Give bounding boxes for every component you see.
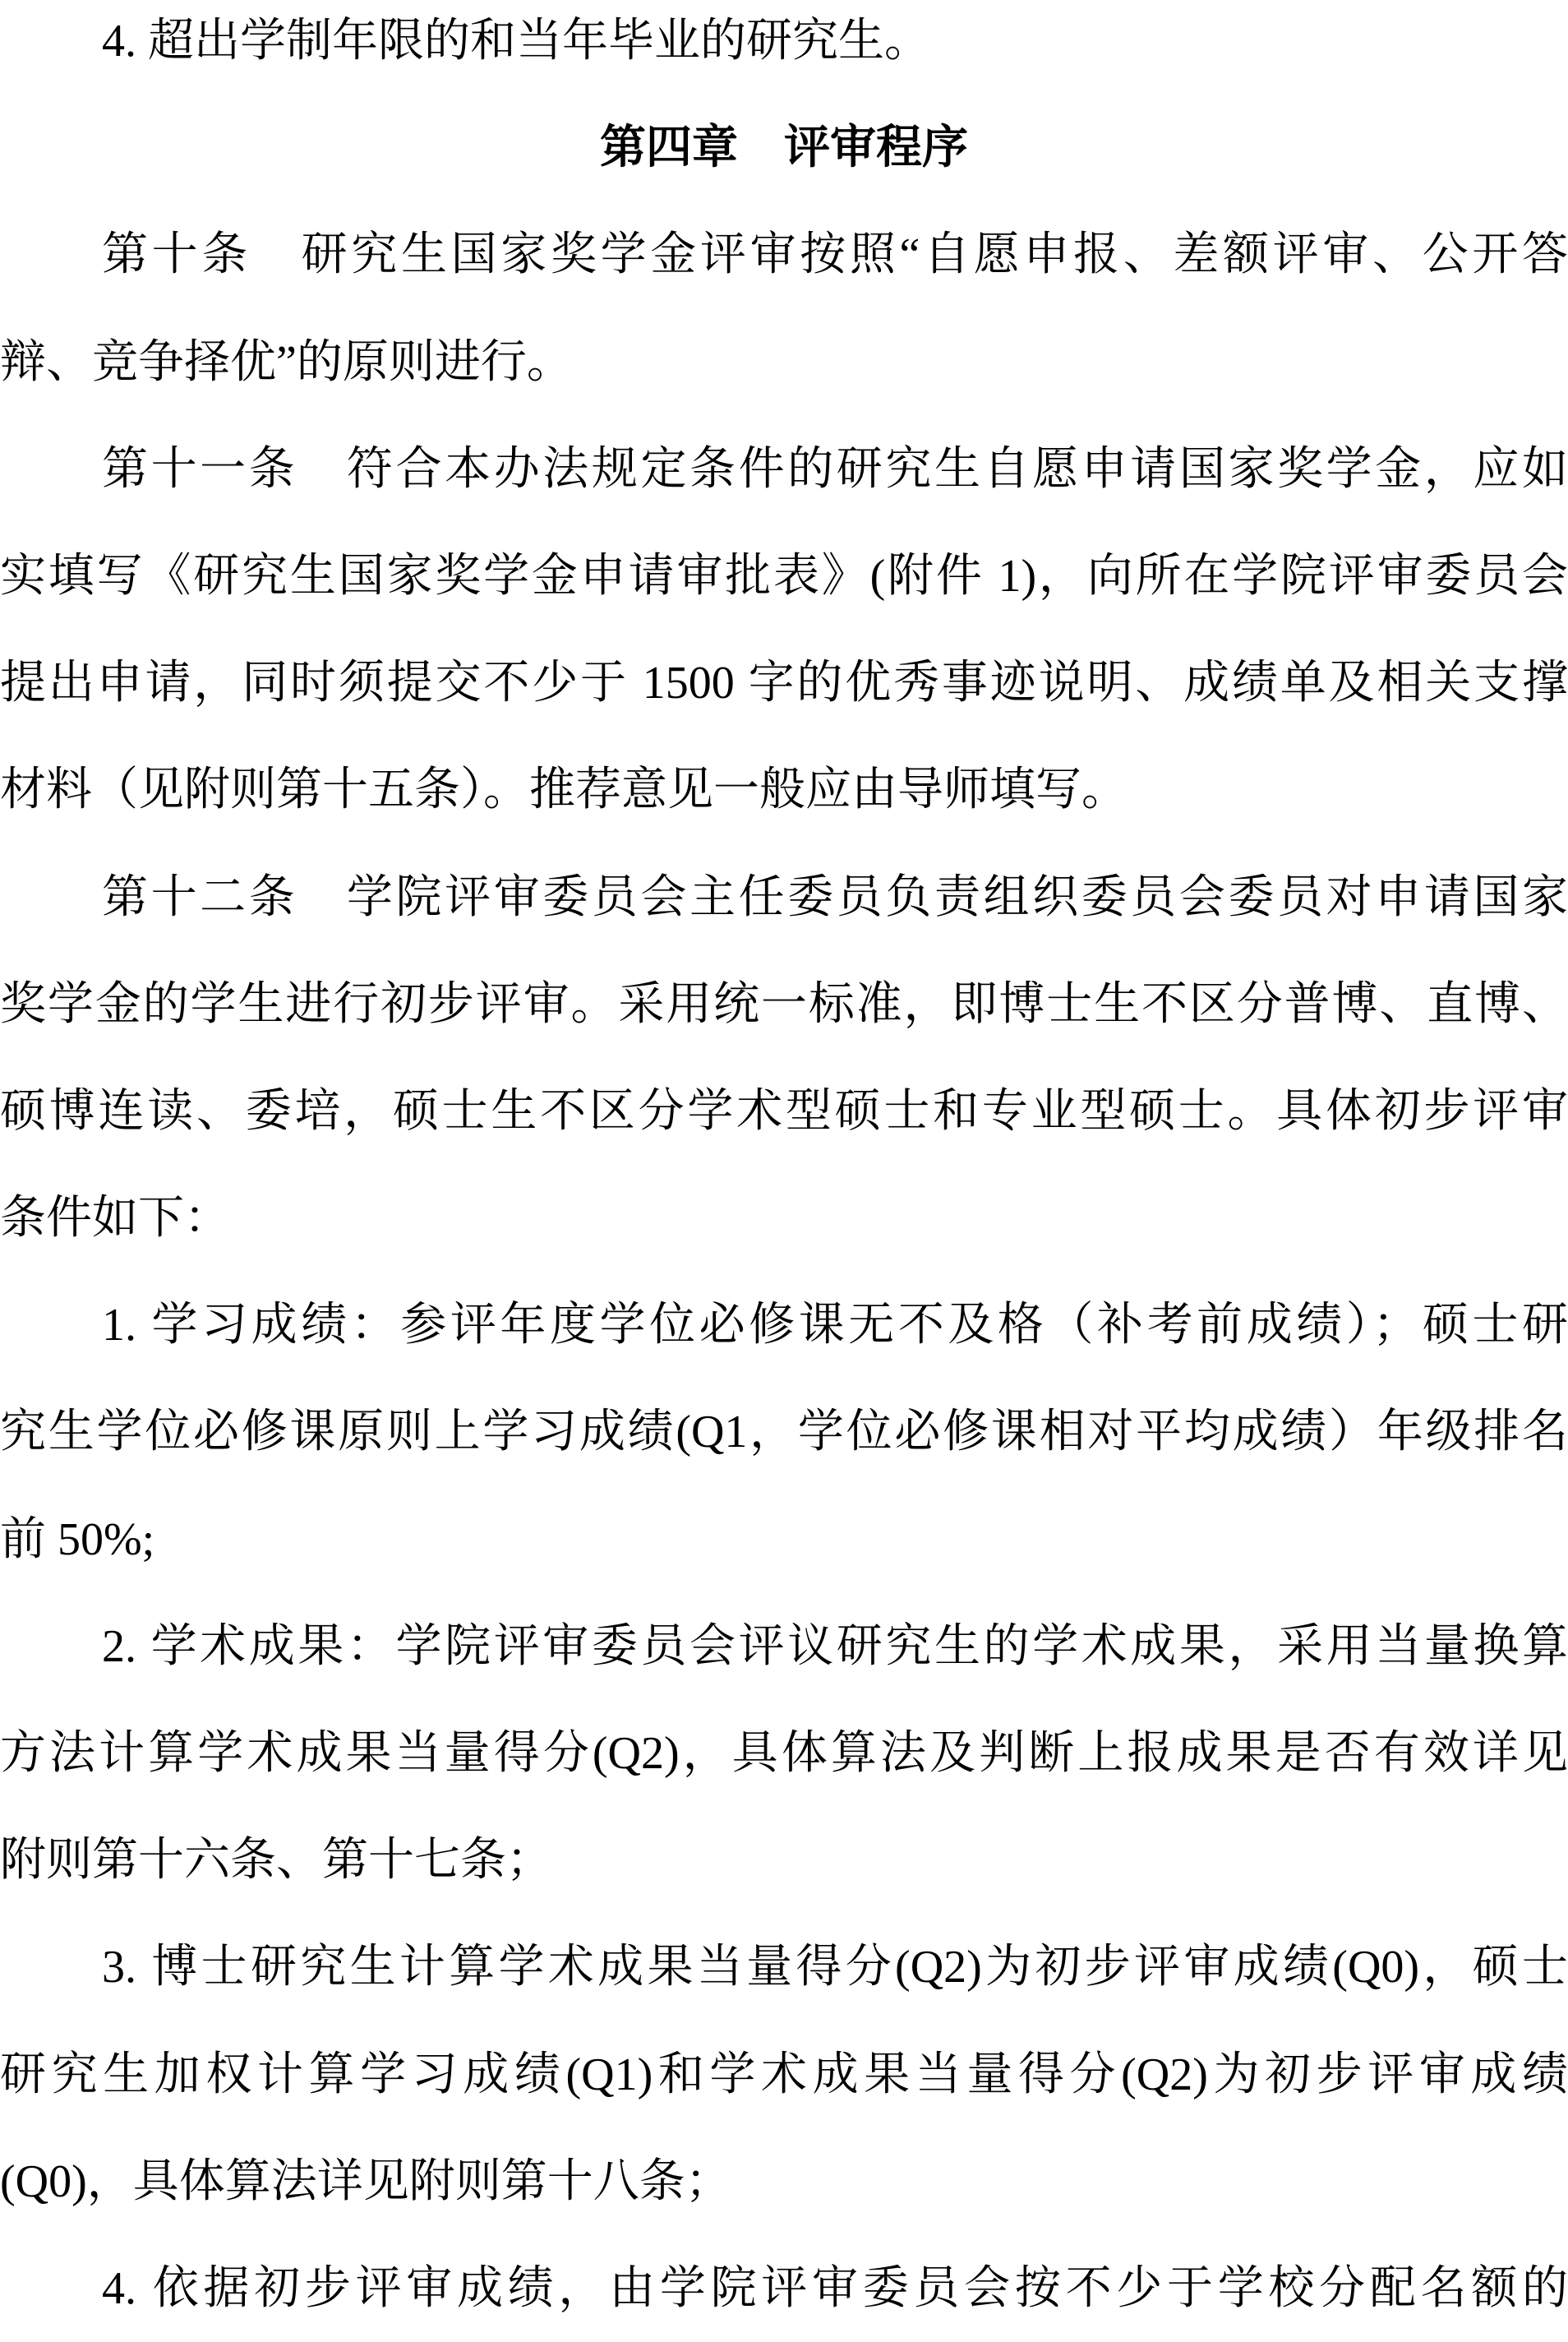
doc-line: 提出申请，同时须提交不少于 1500 字的优秀事迹说明、成绩单及相关支撑 (0, 658, 1568, 709)
doc-line: 实填写《研究生国家奖学金申请审批表》(附件 1)，向所在学院评审委员会 (0, 550, 1568, 602)
doc-line: 第十二条 学院评审委员会主任委员负责组织委员会委员对申请国家 (102, 871, 1568, 923)
doc-line: 方法计算学术成果当量得分(Q2)，具体算法及判断上报成果是否有效详见 (0, 1728, 1568, 1779)
doc-line: (Q0)，具体算法详见附则第十八条； (0, 2155, 731, 2207)
doc-line: 4. 依据初步评审成绩，由学院评审委员会按不少于学校分配名额的 (102, 2262, 1568, 2314)
doc-line: 3. 博士研究生计算学术成果当量得分(Q2)为初步评审成绩(Q0)，硕士 (102, 1942, 1568, 1993)
doc-line: 奖学金的学生进行初步评审。采用统一标准，即博士生不区分普博、直博、 (0, 978, 1568, 1030)
doc-line: 第十条 研究生国家奖学金评审按照“自愿申报、差额评审、公开答 (102, 229, 1568, 281)
doc-line: 材料（见附则第十五条）。推荐意见一般应由导师填写。 (0, 764, 1128, 816)
doc-line: 辩、竞争择优”的原则进行。 (0, 336, 573, 388)
doc-line: 究生学位必修课原则上学习成绩(Q1，学位必修课相对平均成绩）年级排名 (0, 1407, 1568, 1458)
doc-line: 第十一条 符合本办法规定条件的研究生自愿申请国家奖学金，应如 (102, 443, 1568, 495)
doc-line: 4. 超出学制年限的和当年毕业的研究生。 (102, 16, 930, 67)
doc-line: 附则第十六条、第十七条； (0, 1835, 552, 1887)
doc-line: 条件如下： (0, 1193, 230, 1245)
doc-line: 硕博连读、委培，硕士生不区分学术型硕士和专业型硕士。具体初步评审 (0, 1085, 1568, 1137)
chapter-heading: 第四章 评审程序 (600, 122, 968, 174)
doc-line: 研究生加权计算学习成绩(Q1)和学术成果当量得分(Q2)为初步评审成绩 (0, 2049, 1568, 2100)
doc-line: 1. 学习成绩：参评年度学位必修课无不及格（补考前成绩）；硕士研 (102, 1300, 1568, 1351)
doc-line: 2. 学术成果：学院评审委员会评议研究生的学术成果，采用当量换算 (102, 1620, 1568, 1672)
doc-line: 前 50%; (0, 1513, 155, 1565)
